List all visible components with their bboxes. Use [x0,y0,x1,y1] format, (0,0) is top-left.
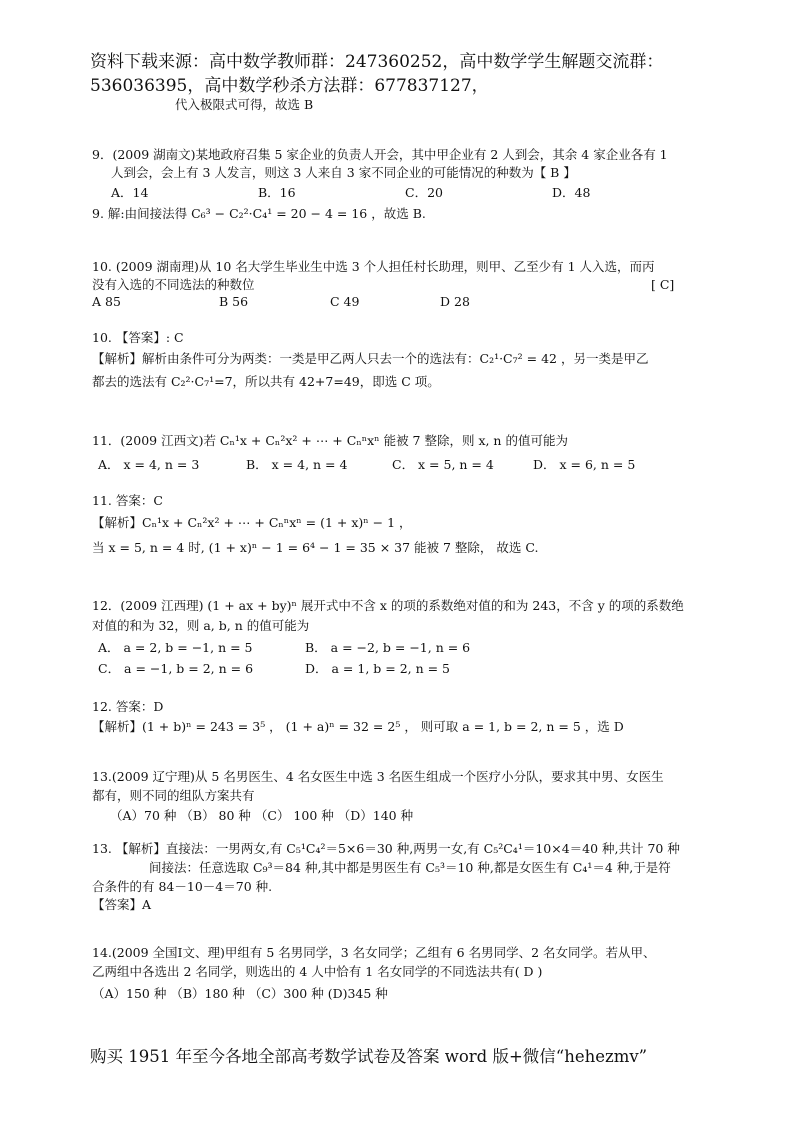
q11-option-a: A． x = 4, n = 3 [98,457,200,472]
q10-answer: 10. 【答案】: C [92,330,184,345]
q10-option-a: A 85 [92,294,121,309]
q10-explanation-line-1: 【解析】解析由条件可分为两类：一类是甲乙两人只去一个的选法有：C₂¹·C₇² = 42 ，另一类是甲乙 [92,351,649,366]
q13-options: （A）70 种 （B） 80 种 （C） 100 种 （D）140 种 [110,808,414,823]
q9-option-d: D．48 [552,185,591,200]
footer-advert: 购买 1951 年至今各地全部高考数学试卷及答案 word 版+微信“hehezmv” [90,1047,648,1066]
q12-answer: 12. 答案：D [92,699,164,714]
q13-explanation-line-2: 间接法：任意选取 C₉³＝84 种,其中都是男医生有 C₅³＝10 种,都是女医生有 C₄¹＝4 种,于是符 [149,860,671,875]
q10-option-c: C 49 [330,294,360,309]
q13-stem-line-1: 13.(2009 辽宁理)从 5 名男医生、4 名女医生中选 3 名医生组成一个医疗小分队，要求其中男、女医生 [92,769,664,784]
q12-option-b: B． a = −2, b = −1, n = 6 [305,640,471,655]
q9-solution: 9. 解:由间接法得 C₆³ − C₂²·C₄¹ = 20 − 4 = 16 ，故选 B. [92,206,426,221]
q9-stem-line-2: 人到会，会上有 3 人发言，则这 3 人来自 3 家不同企业的可能情况的种数为【 B 】 [111,165,576,180]
q13-explanation-line-3: 合条件的有 84－10－4＝70 种. [92,879,273,894]
q12-option-d: D． a = 1, b = 2, n = 5 [305,661,451,676]
q9-option-c: C．20 [405,185,443,200]
q11-option-b: B． x = 4, n = 4 [246,457,348,472]
q10-stem-line-2: 没有入选的不同选法的种数位 [92,277,255,292]
q10-answer-mark: [ C] [651,277,675,292]
q13-explanation-line-1: 13. 【解析】直接法：一男两女,有 C₅¹C₄²＝5×6＝30 种,两男一女,有 C₅²C₄¹＝10×4＝40 种,共计 70 种 [92,841,680,856]
q9-option-a: A．14 [111,185,149,200]
q12-stem-line-2: 对值的和为 32，则 a, b, n 的值可能为 [92,618,310,633]
q12-option-c: C． a = −1, b = 2, n = 6 [98,661,254,676]
q11-answer: 11. 答案：C [92,493,163,508]
q12-stem-line-1: 12．(2009 江西理) (1 + ax + by)ⁿ 展开式中不含 x 的项的系数绝对值的和为 243，不含 y 的项的系数绝 [92,598,684,613]
q11-explanation-line-1: 【解析】Cₙ¹x + Cₙ²x² + ⋯ + Cₙⁿxⁿ = (1 + x)ⁿ − 1 ， [92,515,412,530]
q14-stem-line-1: 14.(2009 全国Ⅰ文、理)甲组有 5 名男同学，3 名女同学；乙组有 6 名男同学、2 名女同学。若从甲、 [92,945,656,960]
q10-explanation-line-2: 都去的选法有 C₂²·C₇¹=7，所以共有 42+7=49，即选 C 项。 [92,374,440,389]
previous-answer-tail: 代入极限式可得，故选 B [175,97,314,112]
q13-answer: 【答案】A [92,897,152,912]
q10-option-d: D 28 [440,294,470,309]
q10-stem-line-1: 10. (2009 湖南理)从 10 名大学生毕业生中选 3 个人担任村长助理，则甲、乙至少有 1 人入选，而丙 [92,259,655,274]
q13-stem-line-2: 都有，则不同的组队方案共有 [92,788,255,803]
q11-option-c: C． x = 5, n = 4 [392,457,494,472]
q11-option-d: D． x = 6, n = 5 [533,457,636,472]
header-source-line-1: 资料下载来源：高中数学教师群：247360252，高中数学学生解题交流群： [90,52,664,72]
q12-option-a: A． a = 2, b = −1, n = 5 [98,640,253,655]
q12-explanation: 【解析】(1 + b)ⁿ = 243 = 3⁵ ， (1 + a)ⁿ = 32 = 2⁵ ， 则可取 a = 1, b = 2, n = 5 ，选 D [92,719,624,734]
header-source-line-2: 536036395，高中数学秒杀方法群：677837127， [90,76,489,96]
q11-stem: 11．(2009 江西文)若 Cₙ¹x + Cₙ²x² + ⋯ + Cₙⁿxⁿ 能被 7 整除，则 x, n 的值可能为 [92,433,568,448]
q14-options: （A）150 种 （B）180 种 （C）300 种 (D)345 种 [92,986,388,1001]
q10-option-b: B 56 [219,294,249,309]
q14-stem-line-2: 乙两组中各选出 2 名同学，则选出的 4 人中恰有 1 名女同学的不同选法共有( D ) [92,964,543,979]
q11-explanation-line-2: 当 x = 5, n = 4 时, (1 + x)ⁿ − 1 = 6⁴ − 1 = 35 × 37 能被 7 整除， 故选 C. [92,540,539,555]
q9-stem-line-1: 9．(2009 湖南文)某地政府召集 5 家企业的负责人开会，其中甲企业有 2 人到会，其余 4 家企业各有 1 [92,147,668,162]
q9-option-b: B．16 [258,185,296,200]
